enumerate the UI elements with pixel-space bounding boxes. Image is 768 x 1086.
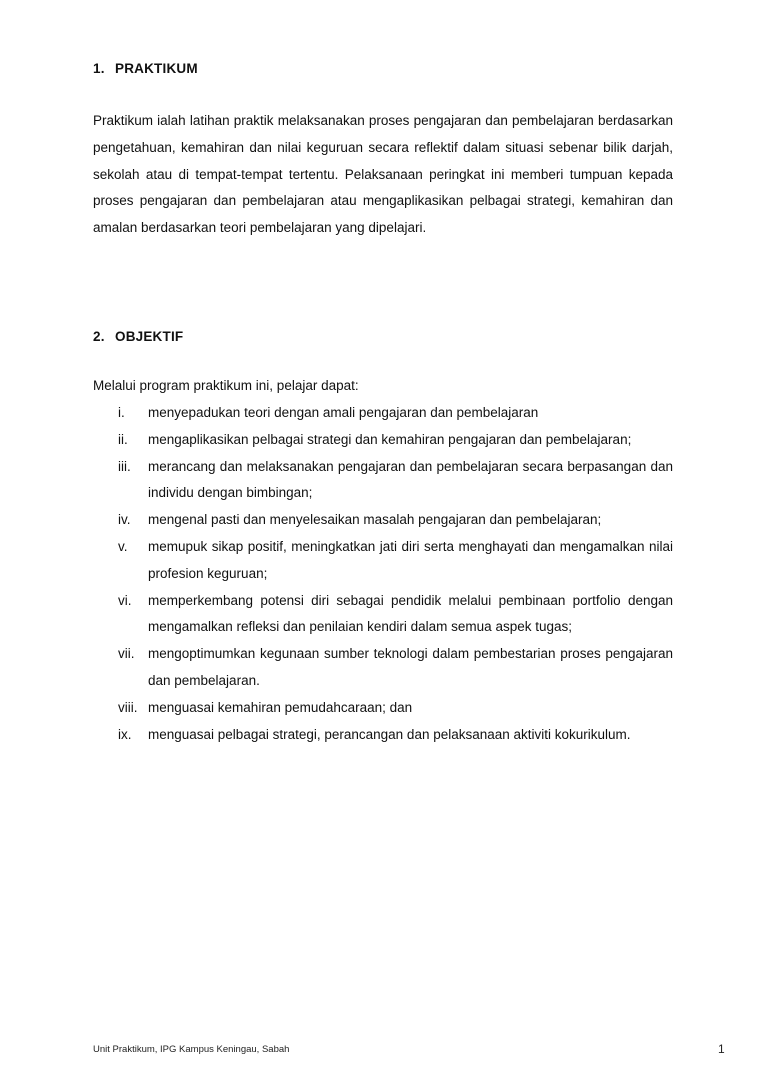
section-2-number: 2. [93,329,105,344]
list-item-text: memupuk sikap positif, meningkatkan jati diri serta menghayati dan mengamalkan nilai profesion keguruan; [148,538,673,581]
page-number: 1 [718,1042,725,1056]
list-numeral: ii. [118,431,128,447]
list-numeral: i. [118,405,125,420]
section-1-paragraph: Praktikum ialah latihan praktik melaksanakan proses pengajaran dan pembelajaran berdasarkan pengetahuan, kemahiran dan nilai keguruan secara reflektif dalam situasi sebenar bilik darjah, sekolah atau di tempat-tempat tertentu. Pelaksanaan peringkat ini memberi tumpuan kepada proses pengajaran dan pembelajaran atau mengaplikasikan pelbagai strategi, kemahiran dan amalan berdasarkan teori pembelajaran yang dipelajari. [93,113,673,236]
list-item-text: mengenal pasti dan menyelesaikan masalah pengajaran dan pembelajaran; [148,512,602,528]
footer-text: Unit Praktikum, IPG Kampus Keningau, Sabah [93,1044,290,1055]
section-2-heading [93,329,183,344]
list-item [93,695,673,722]
list-item [93,534,673,588]
list-item-text: mengoptimumkan kegunaan sumber teknologi dalam pembestarian proses pengajaran dan pembelajaran. [148,646,673,688]
list-item [93,722,673,749]
list-numeral: iv. [118,512,131,528]
list-item [93,507,673,534]
objectives-list [93,400,673,748]
list-item-text: merancang dan melaksanakan pengajaran dan pembelajaran secara berpasangan dan individu dengan bimbingan; [148,458,673,501]
section-1-number: 1. [93,61,105,76]
section-2-intro: Melalui program praktikum ini, pelajar dapat: [93,378,359,393]
list-item [93,588,673,642]
list-item-text: memperkembang potensi diri sebagai pendidik melalui pembinaan portfolio dengan mengamalkan refleksi dan penilaian kendiri dalam semua aspek tugas; [148,592,673,635]
section-1-title: PRAKTIKUM [115,61,198,76]
list-item-text: menguasai kemahiran pemudahcaraan; dan [148,699,413,715]
list-numeral: ix. [118,726,132,742]
list-item-text: mengaplikasikan pelbagai strategi dan kemahiran pengajaran dan pembelajaran; [148,431,632,447]
section-1-heading [93,61,198,76]
list-item-text: menyepadukan teori dengan amali pengajaran dan pembelajaran [148,405,539,420]
list-numeral: vii. [118,646,135,662]
list-numeral: v. [118,538,128,554]
list-item [93,400,673,427]
list-numeral: vi. [118,592,132,608]
list-item [93,427,673,454]
list-item-text: menguasai pelbagai strategi, perancangan dan pelaksanaan aktiviti kokurikulum. [148,726,631,742]
list-numeral: viii. [118,699,138,715]
list-item [93,454,673,508]
section-2-title: OBJEKTIF [115,329,184,344]
list-numeral: iii. [118,458,131,474]
list-item [93,641,673,695]
